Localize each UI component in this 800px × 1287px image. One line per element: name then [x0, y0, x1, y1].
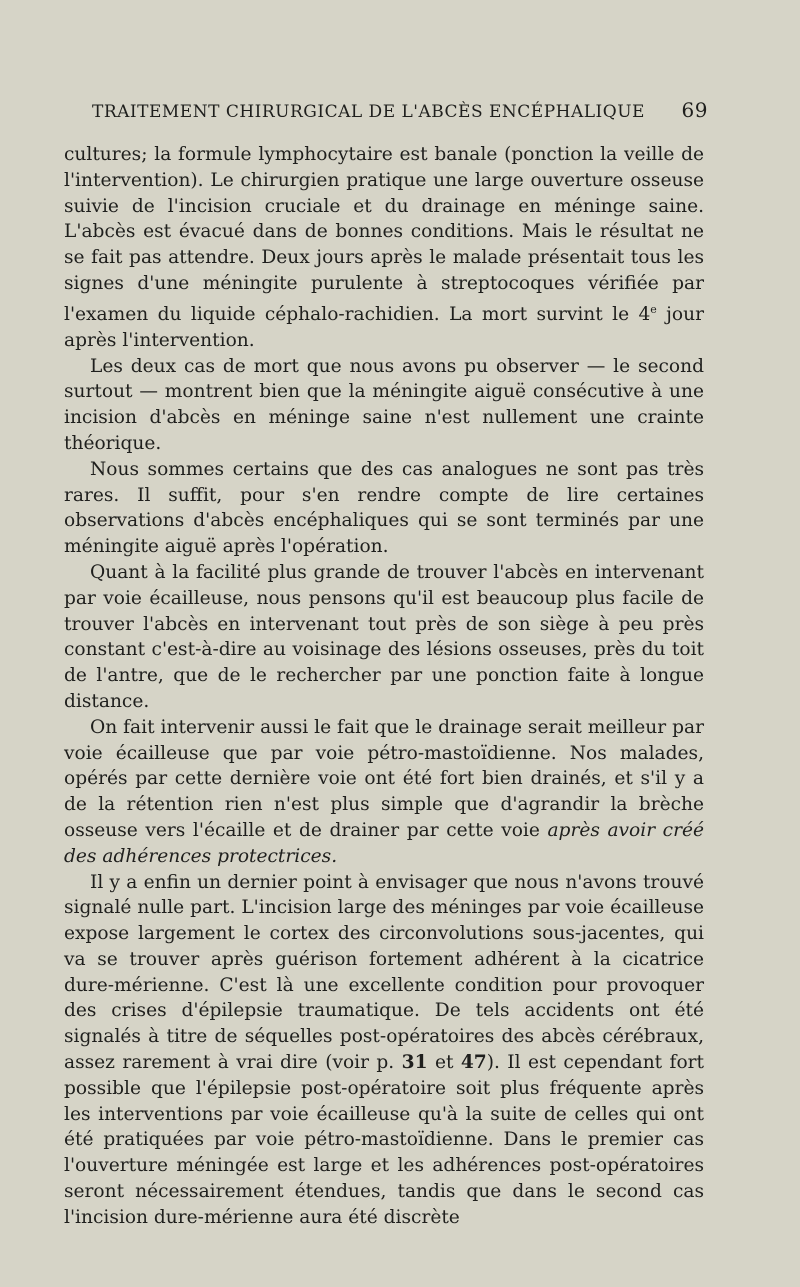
paragraph-3: Nous sommes certains que des cas analogues ne sont pas très rares. Il suffit, pour s'en rendre compte de lire certaines observations d'abcès encéphaliques qui se sont terminés par une méningite aiguë après l'opération. [64, 458, 704, 558]
p1-text: cultures; la formule lymphocytaire est banale (ponction la veille de l'intervention). Le chirurgien pratique une large ouverture osseuse suivie de l'incision cruciale et du drainage en méninge saine. L'abcès est évacué dans de bonnes conditions. Mais le résultat ne se fait pas attendre. Deux jours après le malade présentait tous les signes d'une méningite purulente à streptocoques vérifiée par l'examen du liquide céphalo-rachidien. La mort survint le 4 [64, 144, 704, 325]
paragraph-4: Quant à la facilité plus grande de trouver l'abcès en intervenant par voie écailleuse, nous pensons qu'il est beaucoup plus facile de trouver l'abcès en intervenant tout près de son siège à peu près constant c'est-à-dire au voisinage des lésions osseuses, près du toit de l'antre, que de le rechercher par une ponction faite à longue distance. [64, 561, 704, 712]
p5-text: On fait intervenir aussi le fait que le drainage serait meilleur par voie écailleuse que par voie pétro-mastoïdienne. Nos malades, opérés par cette dernière voie ont été fort bien drainés, et s'il y a de la rétention rien n'est plus simple que d'agrandir la brèche osseuse vers l'écaille et de drainer par cette voie [64, 716, 704, 841]
p6-text-b: ). Il est cependant fort possible que l'épilepsie post-opératoire soit plus fréquente après les interventions par voie écailleuse qu'à la suite de celles qui ont été pratiquées par voie pétro-mastoïdienne. Dans le premier cas l'ouverture méningée est large et les adhérences post-opératoires seront nécessairement étendues, tandis que dans le second cas l'incision dure-mérienne aura été discrète [64, 1052, 704, 1228]
p6-mid: et [427, 1052, 461, 1074]
page-number: 69 [681, 98, 708, 122]
p6-text-a: Il y a enfin un dernier point à envisager que nous n'avons trouvé signalé nulle part. L'incision large des méninges par voie écailleuse expose largement le cortex des circonvolutions sous-jacentes, qui va se trouver après guérison fortement adhérent à la cicatrice dure-mérienne. C'est là une excellente condition pour provoquer des crises d'épilepsie traumatique. De tels accidents ont été signalés à titre de séquelles post-opératoires des abcès cérébraux, assez rarement à vrai dire (voir p. [64, 871, 704, 1074]
paragraph-1 [64, 142, 704, 354]
paragraph-2: Les deux cas de mort que nous avons pu observer — le second surtout — montrent bien que la méningite aiguë consécutive à une incision d'abcès en méninge saine n'est nullement une crainte théorique. [64, 355, 704, 454]
paragraph-5 [64, 715, 704, 870]
p1-superscript: e [650, 302, 657, 316]
body-text [64, 142, 704, 1231]
p1-end: jour après l'intervention. [64, 303, 704, 351]
p5-italic: après avoir créé des adhérences protectrices. [64, 819, 704, 867]
page-ref-1: 31 [401, 1052, 428, 1074]
header-title: TRAITEMENT CHIRURGICAL DE L'ABCÈS ENCÉPHALIQUE [92, 102, 645, 122]
paragraph-6 [64, 870, 704, 1231]
page-ref-2: 47 [460, 1052, 487, 1074]
running-header [92, 98, 708, 128]
